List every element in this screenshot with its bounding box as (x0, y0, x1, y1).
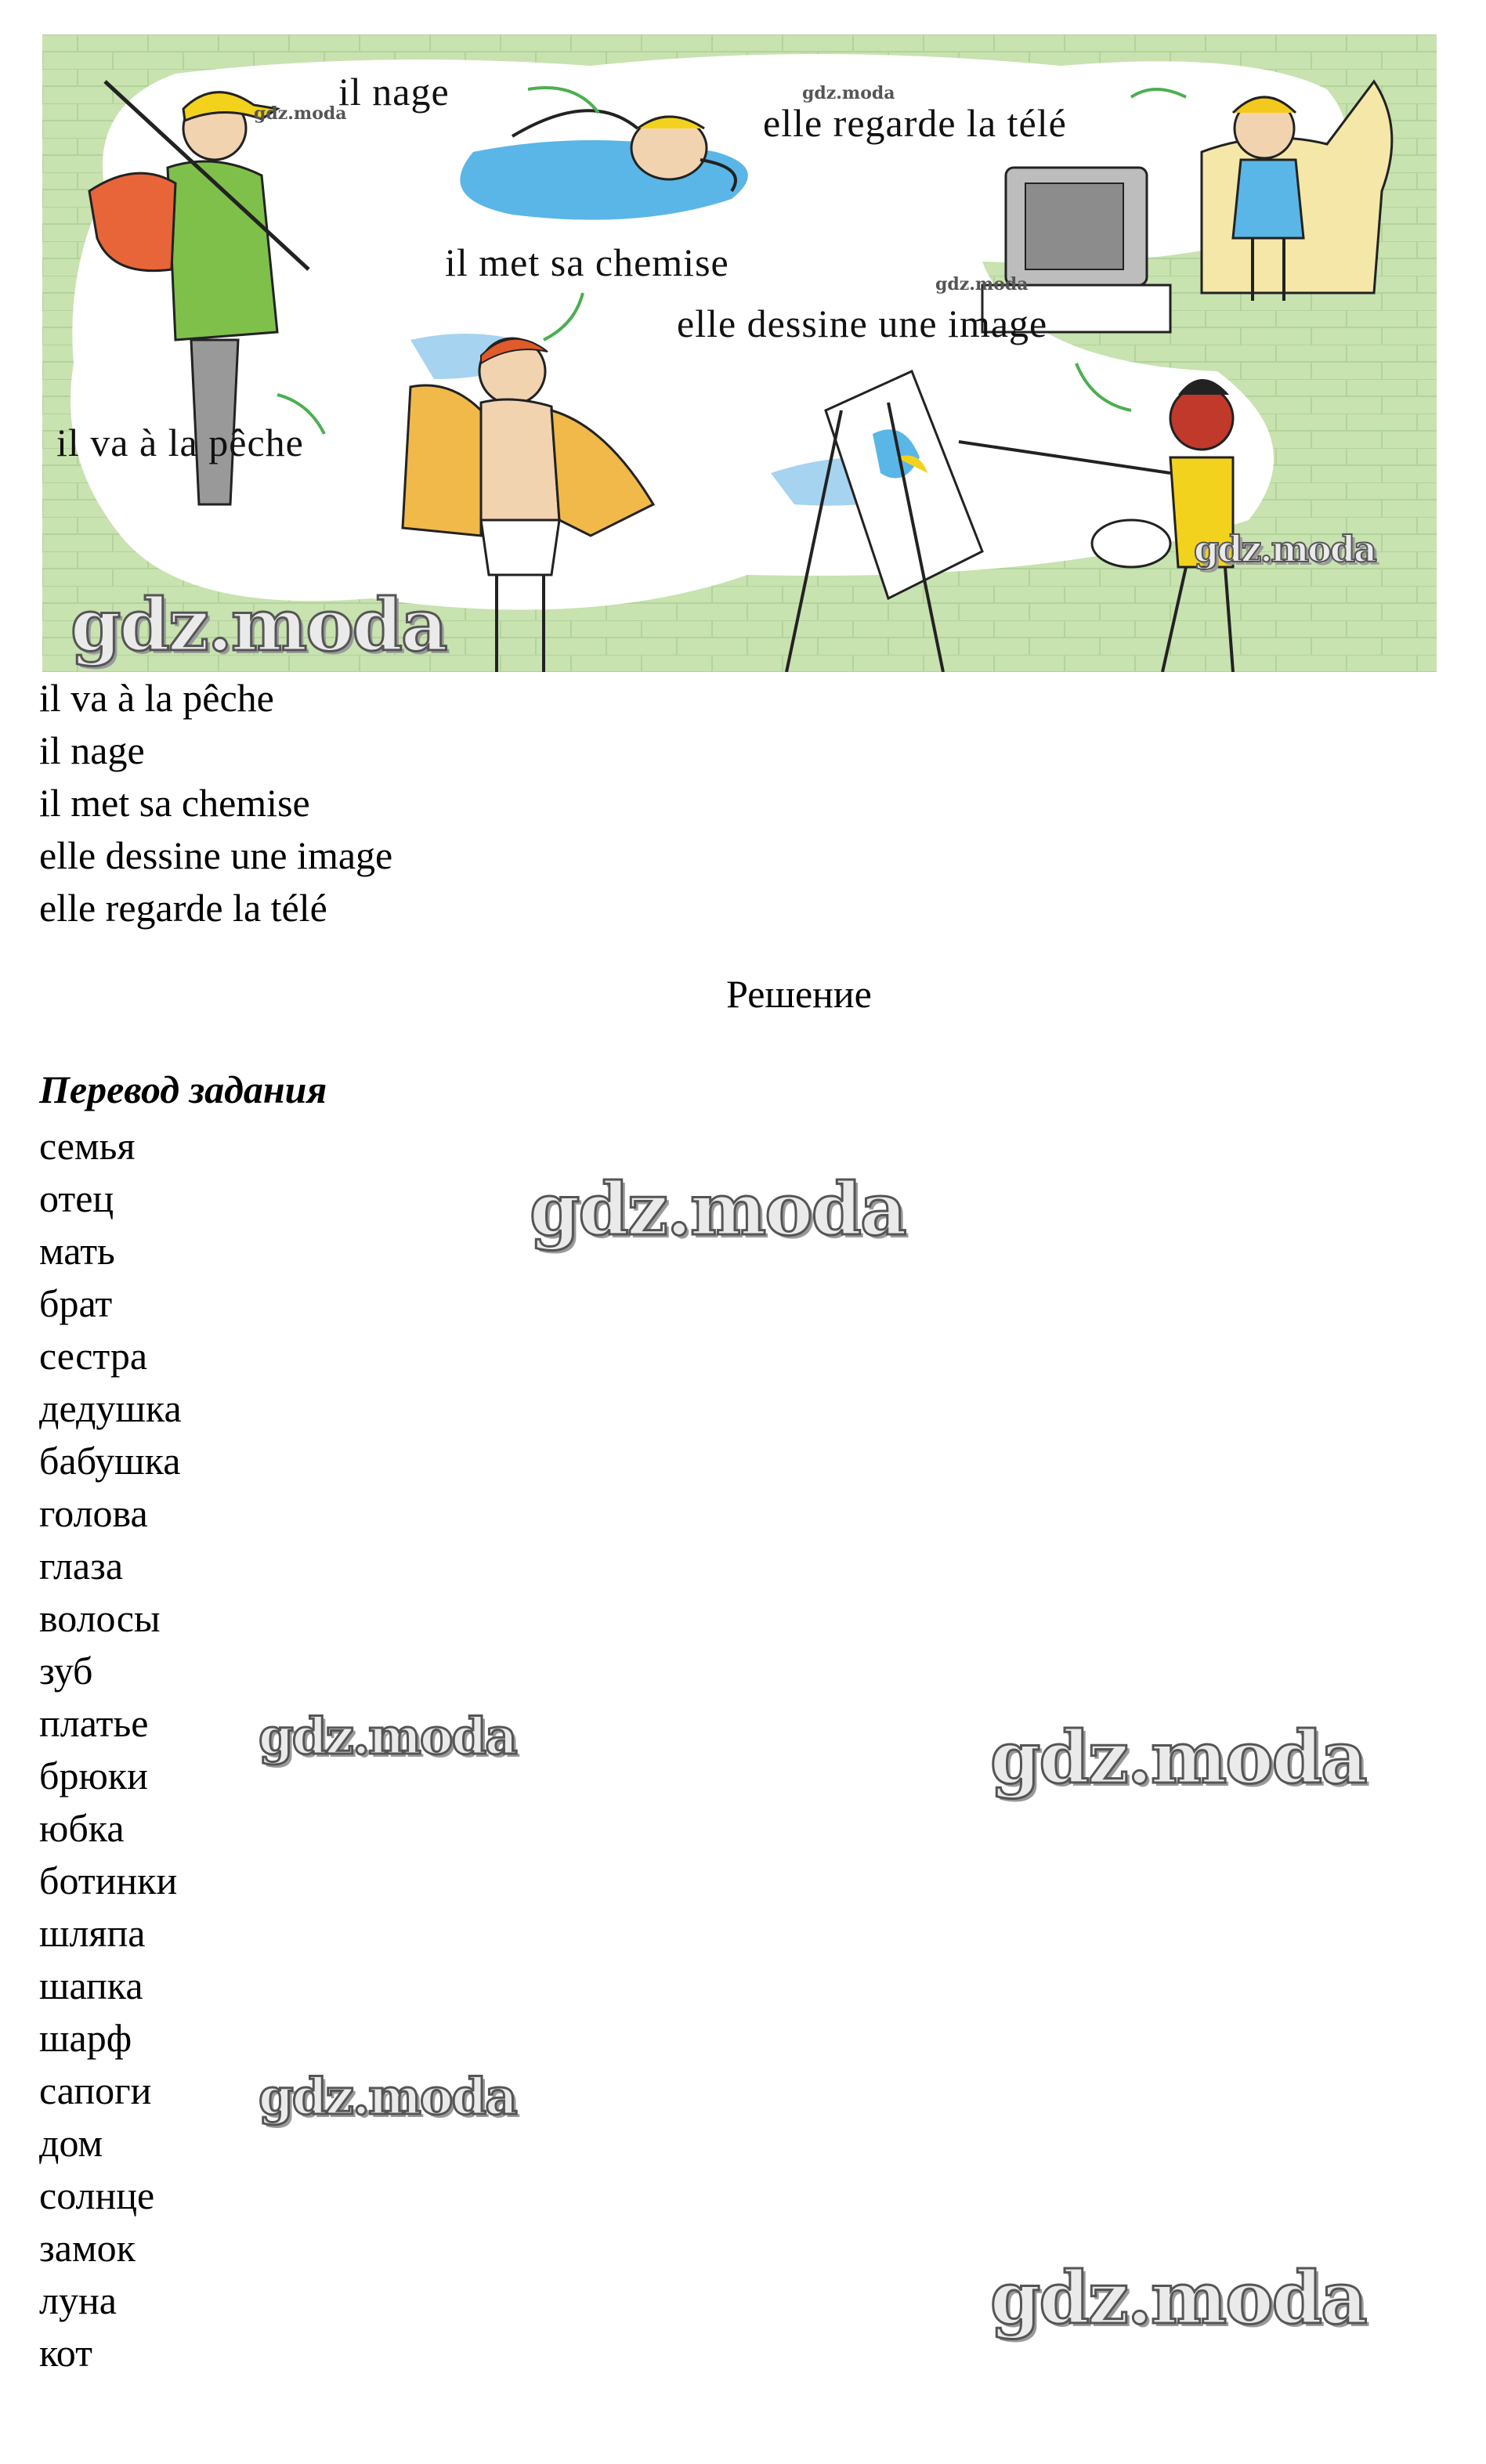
vocab-item: ботинки (39, 1859, 178, 1902)
watermark: gdz.moda (1194, 528, 1376, 570)
vocab-item: глаза (39, 1544, 124, 1588)
watermark: gdz.moda (990, 2256, 1366, 2340)
caption-elle-regarde: elle regarde la télé (763, 101, 1067, 145)
watermark-small: gdz.moda (935, 274, 1029, 294)
vocabulary-list (39, 1120, 182, 2379)
vocab-item: юбка (39, 1806, 125, 1850)
vocab-item: дом (39, 2121, 103, 2165)
phrase-list (39, 672, 392, 934)
vocab-item: волосы (39, 1596, 161, 1640)
watermark: gdz.moda (71, 583, 447, 667)
vocab-item: шарф (39, 2016, 132, 2060)
solution-heading: Решение (726, 972, 872, 1016)
vocab-item: голова (39, 1491, 148, 1535)
vocab-item: солнце (39, 2173, 155, 2217)
watermark: gdz.moda (990, 1715, 1366, 1800)
watermark: gdz.moda (530, 1167, 906, 1252)
caption-il-met: il met sa chemise (445, 240, 729, 284)
phrase-line: il nage (39, 728, 145, 772)
vocab-item: бабушка (39, 1439, 181, 1483)
caption-il-va: il va à la pêche (56, 421, 304, 464)
vocab-item: мать (39, 1229, 115, 1273)
vocab-item: брат (39, 1281, 113, 1325)
vocab-item: сестра (39, 1334, 148, 1378)
illustration-scene (42, 34, 1437, 672)
phrase-line: il met sa chemise (39, 781, 310, 825)
phrase-line: il va à la pêche (39, 676, 274, 720)
vocab-item: кот (39, 2331, 92, 2375)
vocab-item: сапоги (39, 2068, 152, 2112)
vocab-item: луна (39, 2278, 117, 2322)
vocab-item: семья (39, 1124, 136, 1168)
watermark-small: gdz.moda (802, 83, 895, 103)
translation-heading: Перевод задания (39, 1068, 327, 1111)
phrase-line: elle dessine une image (39, 833, 393, 877)
watermark: gdz.moda (259, 2068, 516, 2126)
vocab-item: платье (39, 1701, 149, 1745)
vocab-item: замок (39, 2226, 136, 2270)
watermark: gdz.moda (259, 1707, 516, 1766)
vocab-item: отец (39, 1176, 114, 1220)
caption-elle-dessine: elle dessine une image (677, 302, 1048, 345)
phrase-line: elle regarde la télé (39, 886, 327, 930)
textbook-illustration (42, 34, 1437, 672)
vocab-item: шляпа (39, 1911, 146, 1955)
caption-il-nage: il nage (338, 70, 450, 114)
vocab-item: брюки (39, 1754, 148, 1797)
watermark-small: gdz.moda (254, 103, 347, 124)
vocab-item: зуб (39, 1649, 93, 1693)
vocab-item: шапка (39, 1964, 143, 2007)
vocab-item: дедушка (39, 1386, 182, 1430)
